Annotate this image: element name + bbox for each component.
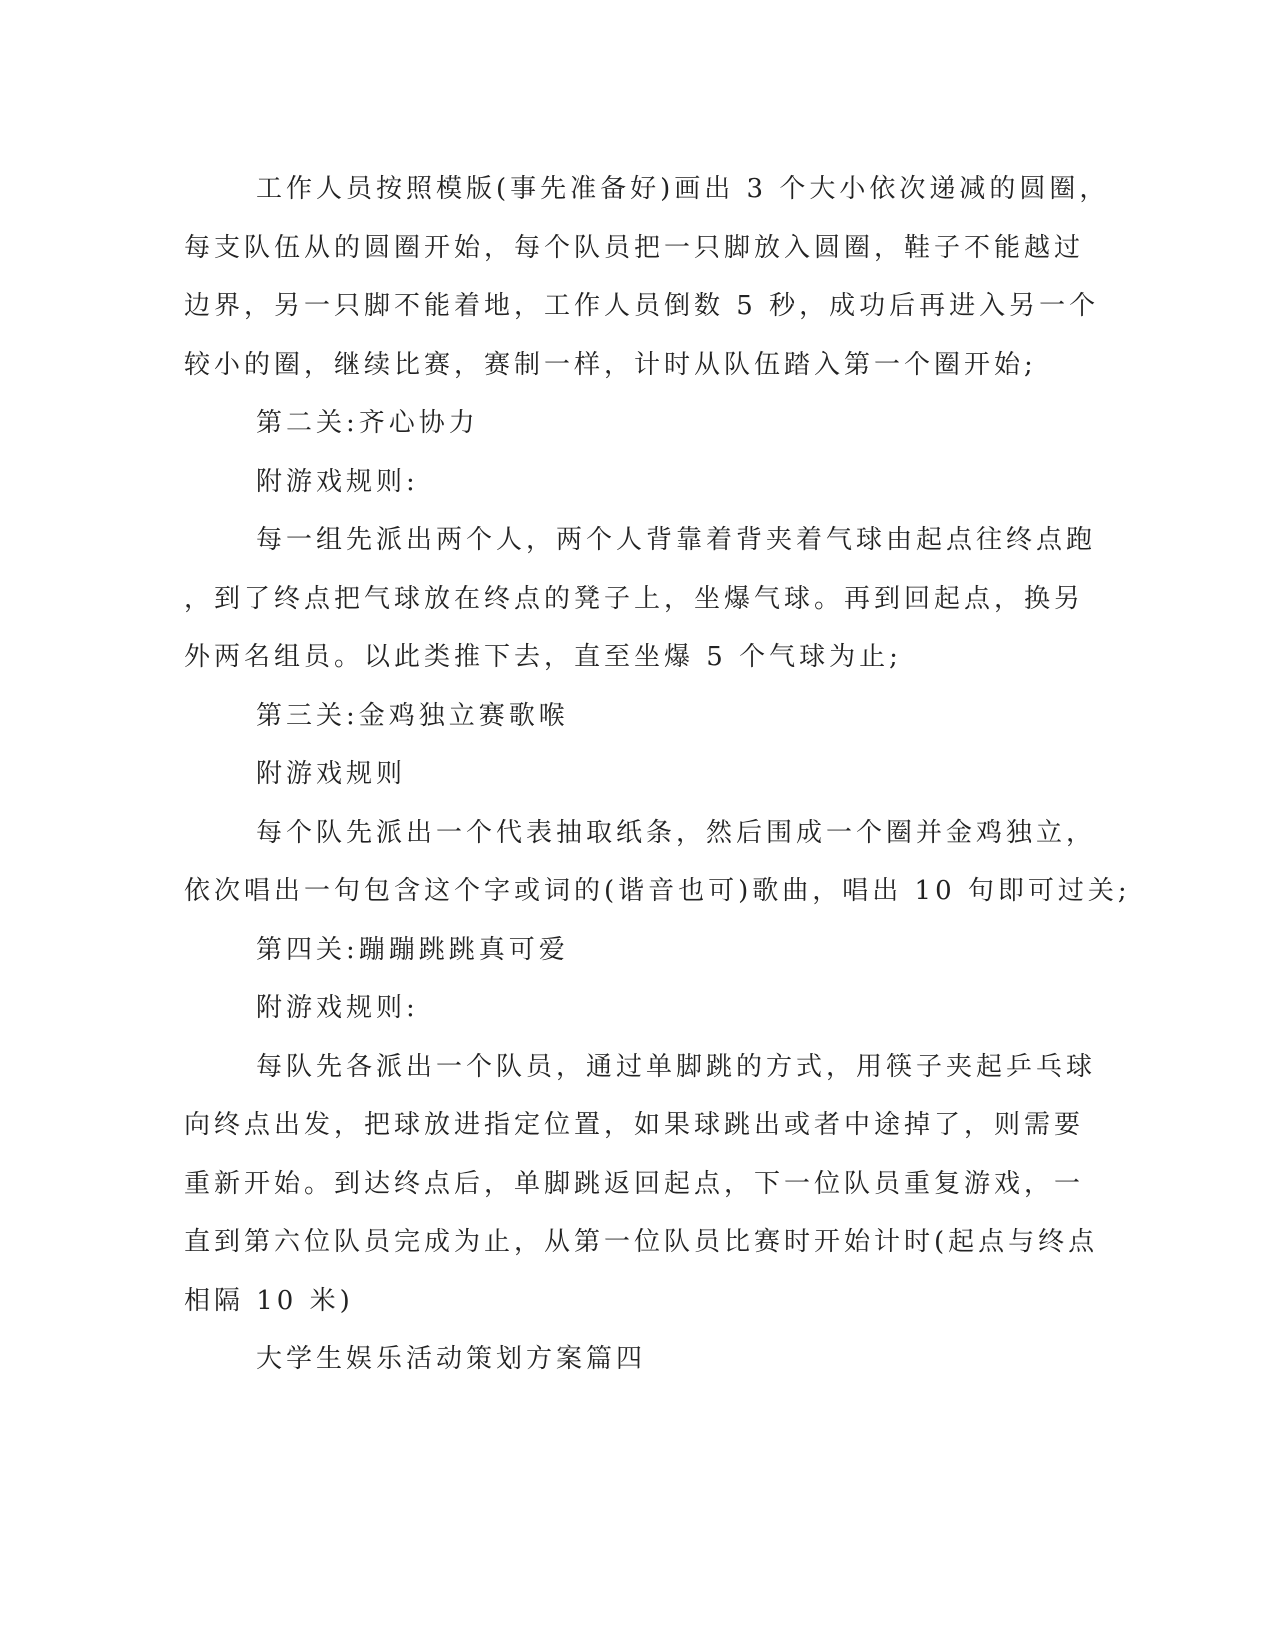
text-line: 工作人员按照模版(事先准备好)画出 3 个大小依次递减的圆圈， xyxy=(256,174,1110,204)
text-line: 第三关:金鸡独立赛歌喉 xyxy=(256,700,569,731)
text-line: 第四关:蹦蹦跳跳真可爱 xyxy=(256,934,569,965)
text-line: 较小的圈，继续比赛，赛制一样，计时从队伍踏入第一个圈开始; xyxy=(184,349,1037,380)
heading-level-two xyxy=(184,394,1044,453)
paragraph-singing-game-rules xyxy=(184,804,1131,921)
rules-label xyxy=(184,979,1044,1038)
text-line: 每一组先派出两个人，两个人背靠着背夹着气球由起点往终点跑 xyxy=(256,525,1097,555)
text-line: 每个队先派出一个代表抽取纸条，然后围成一个圈并金鸡独立， xyxy=(256,817,1097,848)
text-line: 依次唱出一句包含这个字或词的(谐音也可)歌曲，唱出 10 句即可过关; xyxy=(184,876,1131,906)
heading-level-four xyxy=(184,921,1044,980)
text-line: 外两名组员。以此类推下去，直至坐爆 5 个气球为止; xyxy=(184,642,902,672)
rules-label xyxy=(184,745,1044,804)
text-line: 每支队伍从的圆圈开始，每个队员把一只脚放入圆圈，鞋子不能越过 xyxy=(184,232,1085,263)
document-body xyxy=(184,160,1131,1389)
text-line: 相隔 10 米) xyxy=(184,1285,354,1316)
text-line: 大学生娱乐活动策划方案篇四 xyxy=(256,1344,647,1374)
text-line: ，到了终点把气球放在终点的凳子上，坐爆气球。再到回起点，换另 xyxy=(184,583,1085,614)
text-line: 向终点出发，把球放进指定位置，如果球跳出或者中途掉了，则需要 xyxy=(184,1110,1085,1140)
text-line: 附游戏规则 xyxy=(256,759,407,789)
text-line: 附游戏规则: xyxy=(256,993,419,1023)
rules-label xyxy=(184,453,1044,512)
heading-level-three xyxy=(184,687,1044,746)
text-line: 直到第六位队员完成为止，从第一位队员比赛时开始计时(起点与终点 xyxy=(184,1227,1099,1257)
section-title xyxy=(184,1330,1044,1389)
text-line: 边界，另一只脚不能着地，工作人员倒数 5 秒，成功后再进入另一个 xyxy=(184,291,1100,321)
text-line: 第二关:齐心协力 xyxy=(256,408,479,438)
text-line: 重新开始。到达终点后，单脚跳返回起点，下一位队员重复游戏，一 xyxy=(184,1168,1085,1199)
paragraph-balloon-game-rules xyxy=(184,511,1097,687)
text-line: 附游戏规则: xyxy=(256,466,419,497)
paragraph-ping-pong-game-rules xyxy=(184,1038,1099,1331)
paragraph-circle-game-rules xyxy=(184,160,1110,394)
text-line: 每队先各派出一个队员，通过单脚跳的方式，用筷子夹起乒乓球 xyxy=(256,1051,1097,1082)
